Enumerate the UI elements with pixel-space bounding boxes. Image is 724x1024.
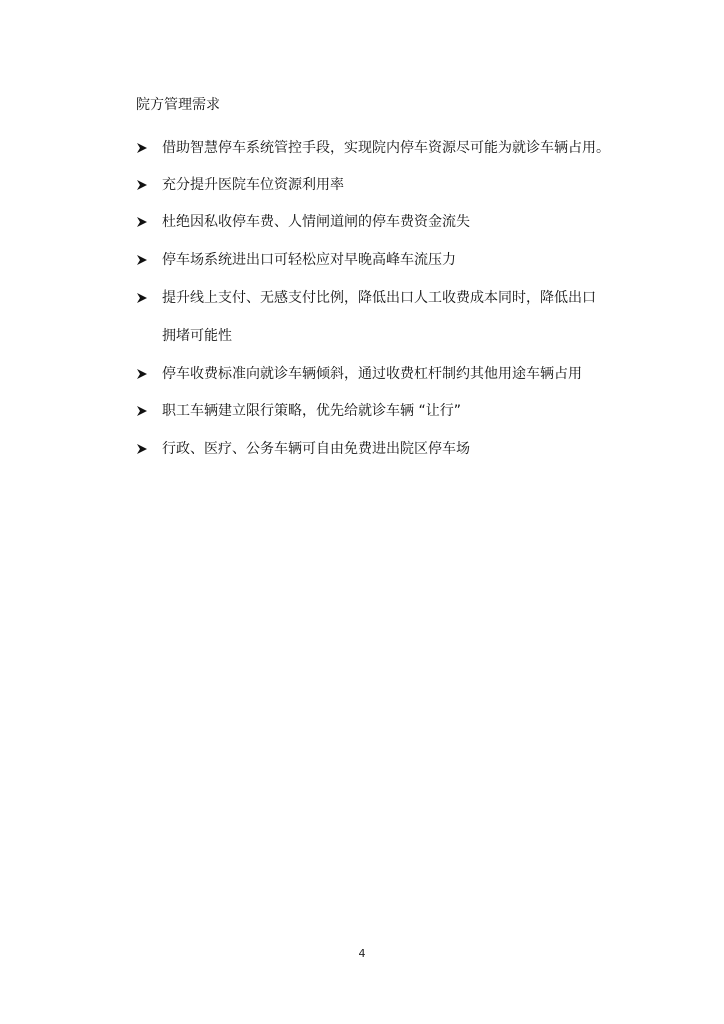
list-item [136, 438, 636, 460]
list-item [136, 249, 636, 271]
list-item [136, 174, 636, 196]
arrowhead-bullet-icon [136, 249, 152, 271]
list-item-text: 停车收费标准向就诊车辆倾斜，通过收费杠杆制约其他用途车辆占用 [162, 366, 582, 382]
list-item [136, 137, 636, 159]
section-heading: 院方管理需求 [136, 97, 220, 113]
list-item-text: 停车场系统进出口可轻松应对早晚高峰车流压力 [162, 252, 456, 268]
page-number: 4 [358, 947, 366, 960]
list-item [136, 400, 636, 422]
list-item-text: 杜绝因私收停车费、人情闸道闸的停车费资金流失 [162, 214, 470, 230]
list-item [136, 363, 636, 385]
arrowhead-bullet-icon [136, 363, 152, 385]
arrowhead-bullet-icon [136, 287, 152, 309]
list-item-text: 充分提升医院车位资源利用率 [162, 177, 344, 193]
list-item [136, 287, 636, 309]
list-item-continuation: 拥堵可能性 [162, 328, 232, 344]
list-item-text: 行政、医疗、公务车辆可自由免费进出院区停车场 [162, 441, 470, 457]
arrowhead-bullet-icon [136, 400, 152, 422]
list-item [136, 211, 636, 233]
list-item-text: 提升线上支付、无感支付比例，降低出口人工收费成本同时，降低出口 [162, 290, 596, 306]
arrowhead-bullet-icon [136, 211, 152, 233]
list-item-text: 借助智慧停车系统管控手段，实现院内停车资源尽可能为就诊车辆占用。 [162, 140, 610, 156]
arrowhead-bullet-icon [136, 438, 152, 460]
list-item-text: 职工车辆建立限行策略，优先给就诊车辆 “让行” [162, 403, 461, 419]
arrowhead-bullet-icon [136, 174, 152, 196]
arrowhead-bullet-icon [136, 137, 152, 159]
